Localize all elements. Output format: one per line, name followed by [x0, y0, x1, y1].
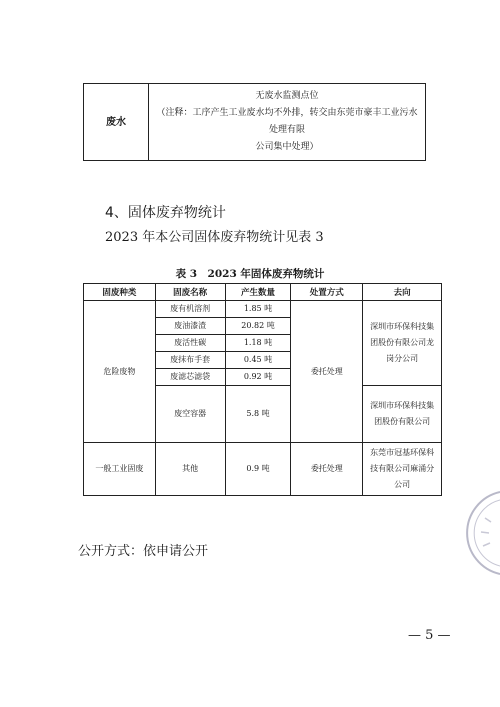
waste-name: 废活性碳 — [155, 335, 225, 352]
hazardous-category: 危险废物 — [84, 301, 156, 443]
waste-quantity: 0.45 吨 — [225, 352, 291, 369]
table-row — [84, 84, 426, 161]
waste-quantity: 1.85 吨 — [225, 301, 291, 318]
intro-text: 2023 年本公司固体废弃物统计见表 3 — [105, 230, 324, 245]
header-category: 固废种类 — [84, 284, 156, 301]
solid-waste-table — [83, 283, 442, 496]
hazardous-method: 委托处理 — [291, 301, 363, 443]
general-method: 委托处理 — [291, 443, 363, 496]
waste-name: 废抹布手套 — [155, 352, 225, 369]
section-heading: 4、固体废弃物统计 — [105, 205, 226, 221]
wastewater-table — [83, 83, 426, 161]
waste-quantity: 0.92 吨 — [225, 369, 291, 386]
waste-quantity: 1.18 吨 — [225, 335, 291, 352]
header-method: 处置方式 — [291, 284, 363, 301]
seal-stamp-icon — [455, 488, 500, 578]
destination: 深圳市环保科技集团股份有限公司 — [363, 386, 442, 443]
waste-name: 废有机溶剂 — [155, 301, 225, 318]
waste-quantity: 20.82 吨 — [225, 318, 291, 335]
table-row — [84, 301, 442, 318]
waste-quantity: 5.8 吨 — [225, 386, 291, 443]
table-row — [84, 443, 442, 496]
waste-name: 废滤芯滤袋 — [155, 369, 225, 386]
destination: 东莞市冠基环保科技有限公司麻涌分公司 — [363, 443, 442, 496]
disclosure-method: 公开方式：依申请公开 — [78, 544, 209, 559]
header-name: 固废名称 — [155, 284, 225, 301]
wastewater-description — [149, 84, 426, 161]
header-quantity: 产生数量 — [225, 284, 291, 301]
destination: 深圳市环保科技集团股份有限公司龙岗分公司 — [363, 301, 442, 386]
wastewater-line: 无废水监测点位 — [255, 91, 319, 101]
header-destination: 去向 — [363, 284, 442, 301]
page-number: — 5 — — [408, 628, 451, 643]
wastewater-category: 废水 — [84, 84, 149, 161]
table-header-row — [84, 284, 442, 301]
waste-name: 废空容器 — [155, 386, 225, 443]
wastewater-line: 公司集中处理） — [255, 142, 319, 152]
waste-name: 其他 — [155, 443, 225, 496]
waste-quantity: 0.9 吨 — [225, 443, 291, 496]
table-caption: 表 3 2023 年固体废弃物统计 — [175, 268, 325, 280]
general-category: 一般工业固废 — [84, 443, 156, 496]
waste-name: 废油漆渣 — [155, 318, 225, 335]
wastewater-line: （注释：工序产生工业废水均不外排，转交由东莞市豪丰工业污水处理有限 — [156, 108, 418, 135]
